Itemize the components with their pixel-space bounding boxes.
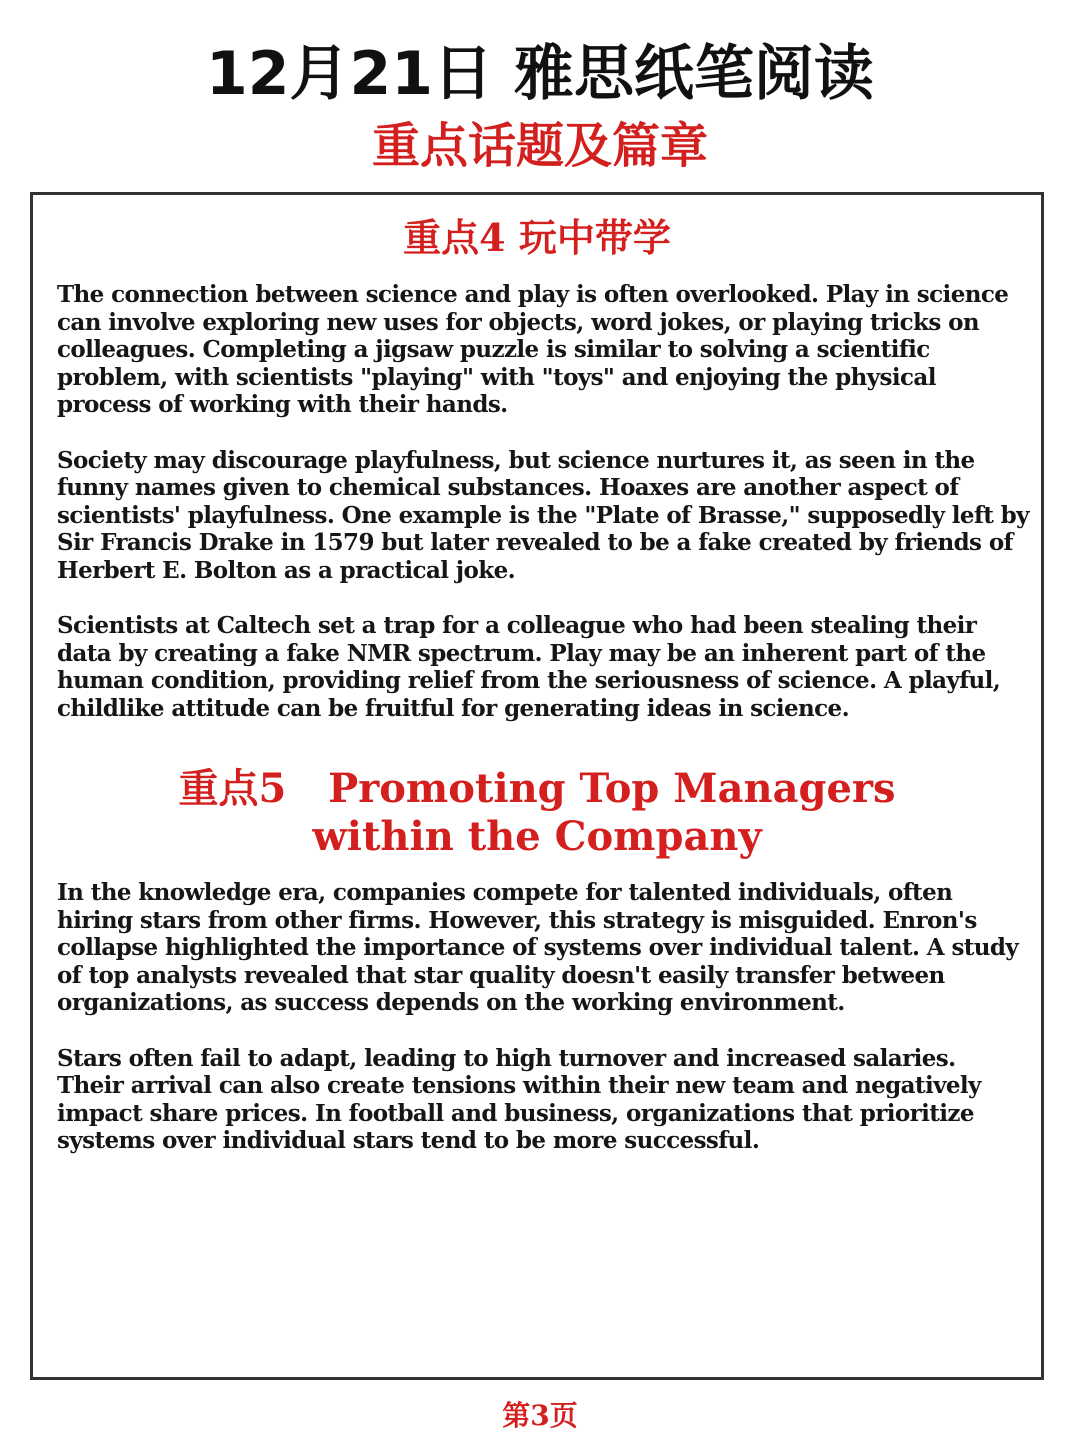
section-5-body <box>57 879 1029 1183</box>
section-4-paragraph-2: Society may discourage playfulness, but science nurtures it, as seen in the funny names given to chemical substances. Hoaxes are another aspect of scientists' playfulness. One example is the "Plate of Brasse," supposedly left by Sir Francis Drake in 1579 but later revealed to be a fake created by friends of Herbert E. Bolton as a practical joke. <box>57 446 1029 584</box>
section-5-paragraph-1: In the knowledge era, companies compete for talented individuals, often hiring stars from other firms. However, this strategy is misguided. Enron's collapse highlighted the importance of systems over individual talent. A study of top analysts revealed that star quality doesn't easily transfer between organizations, as success depends on the working environment. <box>57 879 1019 1016</box>
section-4-paragraph-1: The connection between science and play is often overlooked. Play in science can involve exploring new uses for objects, word jokes, or playing tricks on colleagues. Completing a jigsaw puzzle is similar to solving a scientific problem, with scientists "playing" with "toys" and enjoying the physical process of working with their hands. <box>57 281 1009 418</box>
page-subtitle: 重点话题及篇章 <box>371 118 708 174</box>
content-box <box>30 192 1044 1380</box>
section-5-paragraph-2: Stars often fail to adapt, leading to high turnover and increased salaries. Their arrival can also create tensions within their new team and negatively impact share prices. In football and business, organizations that prioritize systems over individual stars tend to be more successful. <box>57 1044 981 1154</box>
section-5-heading-line-1: 重点5 Promoting Top Managers <box>178 765 896 812</box>
section-5-heading-line-2: within the Company <box>312 813 762 860</box>
section-4-body <box>57 281 1029 750</box>
section-4-paragraph-3: Scientists at Caltech set a trap for a colleague who had been stealing their data by creating a fake NMR spectrum. Play may be an inherent part of the human condition, providing relief from the seriousness of science. A playful, childlike attitude can be fruitful for generating ideas in science. <box>57 612 1001 722</box>
page-title: 12月21日 雅思纸笔阅读 <box>206 39 874 109</box>
page-number: 第3页 <box>502 1399 578 1432</box>
section-4-heading: 重点4 玩中带学 <box>403 215 671 260</box>
section-5-heading <box>33 765 1041 861</box>
